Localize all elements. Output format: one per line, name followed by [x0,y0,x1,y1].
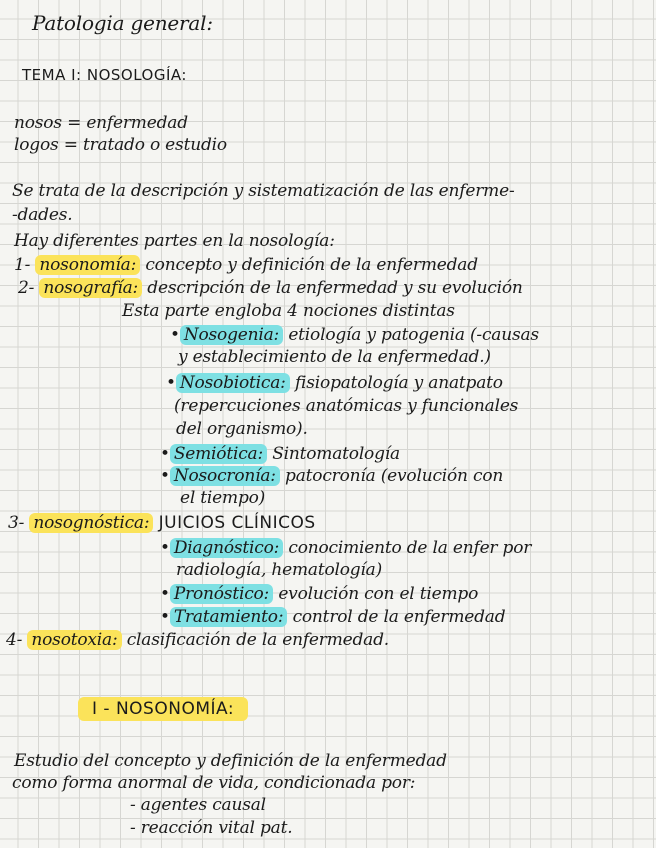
section-heading-text: I - NOSONOMÍA: [78,697,248,721]
part-number: 1- [14,255,31,275]
etymology-line: logos = tratado o estudio [14,135,227,155]
judgment-item: • Tratamiento: control de la enfermedad [160,607,506,627]
judgment-term: Diagnóstico: [170,538,283,558]
notion-item: • Nosogenia: etiología y patogenia (-causas [170,325,539,345]
judgment-description: control de la enfermedad [292,607,506,627]
notion-term: Nosobiotica: [176,373,290,393]
notion-description: Sintomatología [272,444,400,464]
notion-continuation: y establecimiento de la enfermedad.) [178,347,491,367]
part-item [8,512,316,534]
study-line: como forma anormal de vida, condicionada por: [12,773,416,793]
judgment-continuation: radiología, hematología) [176,560,383,580]
part-term: nosognóstica: [29,513,153,533]
judgment-item: • Pronóstico: evolución con el tiempo [160,584,479,604]
notion-item: • Nosobiotica: fisiopatología y anatpato [166,373,503,393]
judgment-item: • Diagnóstico: conocimiento de la enfer por [160,538,532,558]
part-subtext: Esta parte engloba 4 nociones distintas [122,301,455,321]
notion-description: fisiopatología y anatpato [294,373,503,393]
part-number: 2- [18,278,35,298]
part-item [14,254,478,276]
part-description: JUICIOS CLÍNICOS [158,513,316,533]
study-bullet: - agentes causal [130,795,266,815]
part-description: concepto y definición de la enfermedad [145,255,478,275]
part-description: descripción de la enfermedad y su evolución [147,278,523,298]
part-term: nosotoxia: [27,630,121,650]
notion-item: • Semiótica: Sintomatología [160,444,400,464]
part-term: nosografía: [39,278,142,298]
notion-continuation: (repercuciones anatómicas y funcionales [174,396,519,416]
section-heading [78,698,248,720]
judgment-term: Tratamiento: [170,607,288,627]
notion-continuation: del organismo). [176,419,308,439]
part-number: 4- [6,630,23,650]
notion-term: Nosocronía: [170,466,280,486]
judgment-term: Pronóstico: [170,584,273,604]
intro-line: Hay diferentes partes en la nosología: [14,231,335,251]
part-number: 3- [8,513,25,533]
study-bullet: - reacción vital pat. [130,818,293,838]
part-item [6,629,389,651]
notion-term: Semiótica: [170,444,267,464]
part-item [18,277,523,299]
judgment-description: evolución con el tiempo [278,584,479,604]
study-line: Estudio del concepto y definición de la enfermedad [14,751,447,771]
part-term: nosonomía: [35,255,140,275]
part-description: clasificación de la enfermedad. [126,630,389,650]
etymology-line: nosos = enfermedad [14,113,188,133]
notion-description: etiología y patogenia (-causas [288,325,539,345]
page-title: Patologia general: [32,11,213,35]
notion-item: • Nosocronía: patocronía (evolución con [160,466,504,486]
judgment-description: conocimiento de la enfer por [288,538,532,558]
intro-line: -dades. [12,205,73,225]
intro-line: Se trata de la descripción y sistematización de las enferme- [12,181,515,201]
notion-description: patocronía (evolución con [285,466,504,486]
notion-continuation: el tiempo) [180,488,266,508]
notion-term: Nosogenia: [180,325,283,345]
theme-heading: TEMA I: NOSOLOGÍA: [22,66,187,84]
